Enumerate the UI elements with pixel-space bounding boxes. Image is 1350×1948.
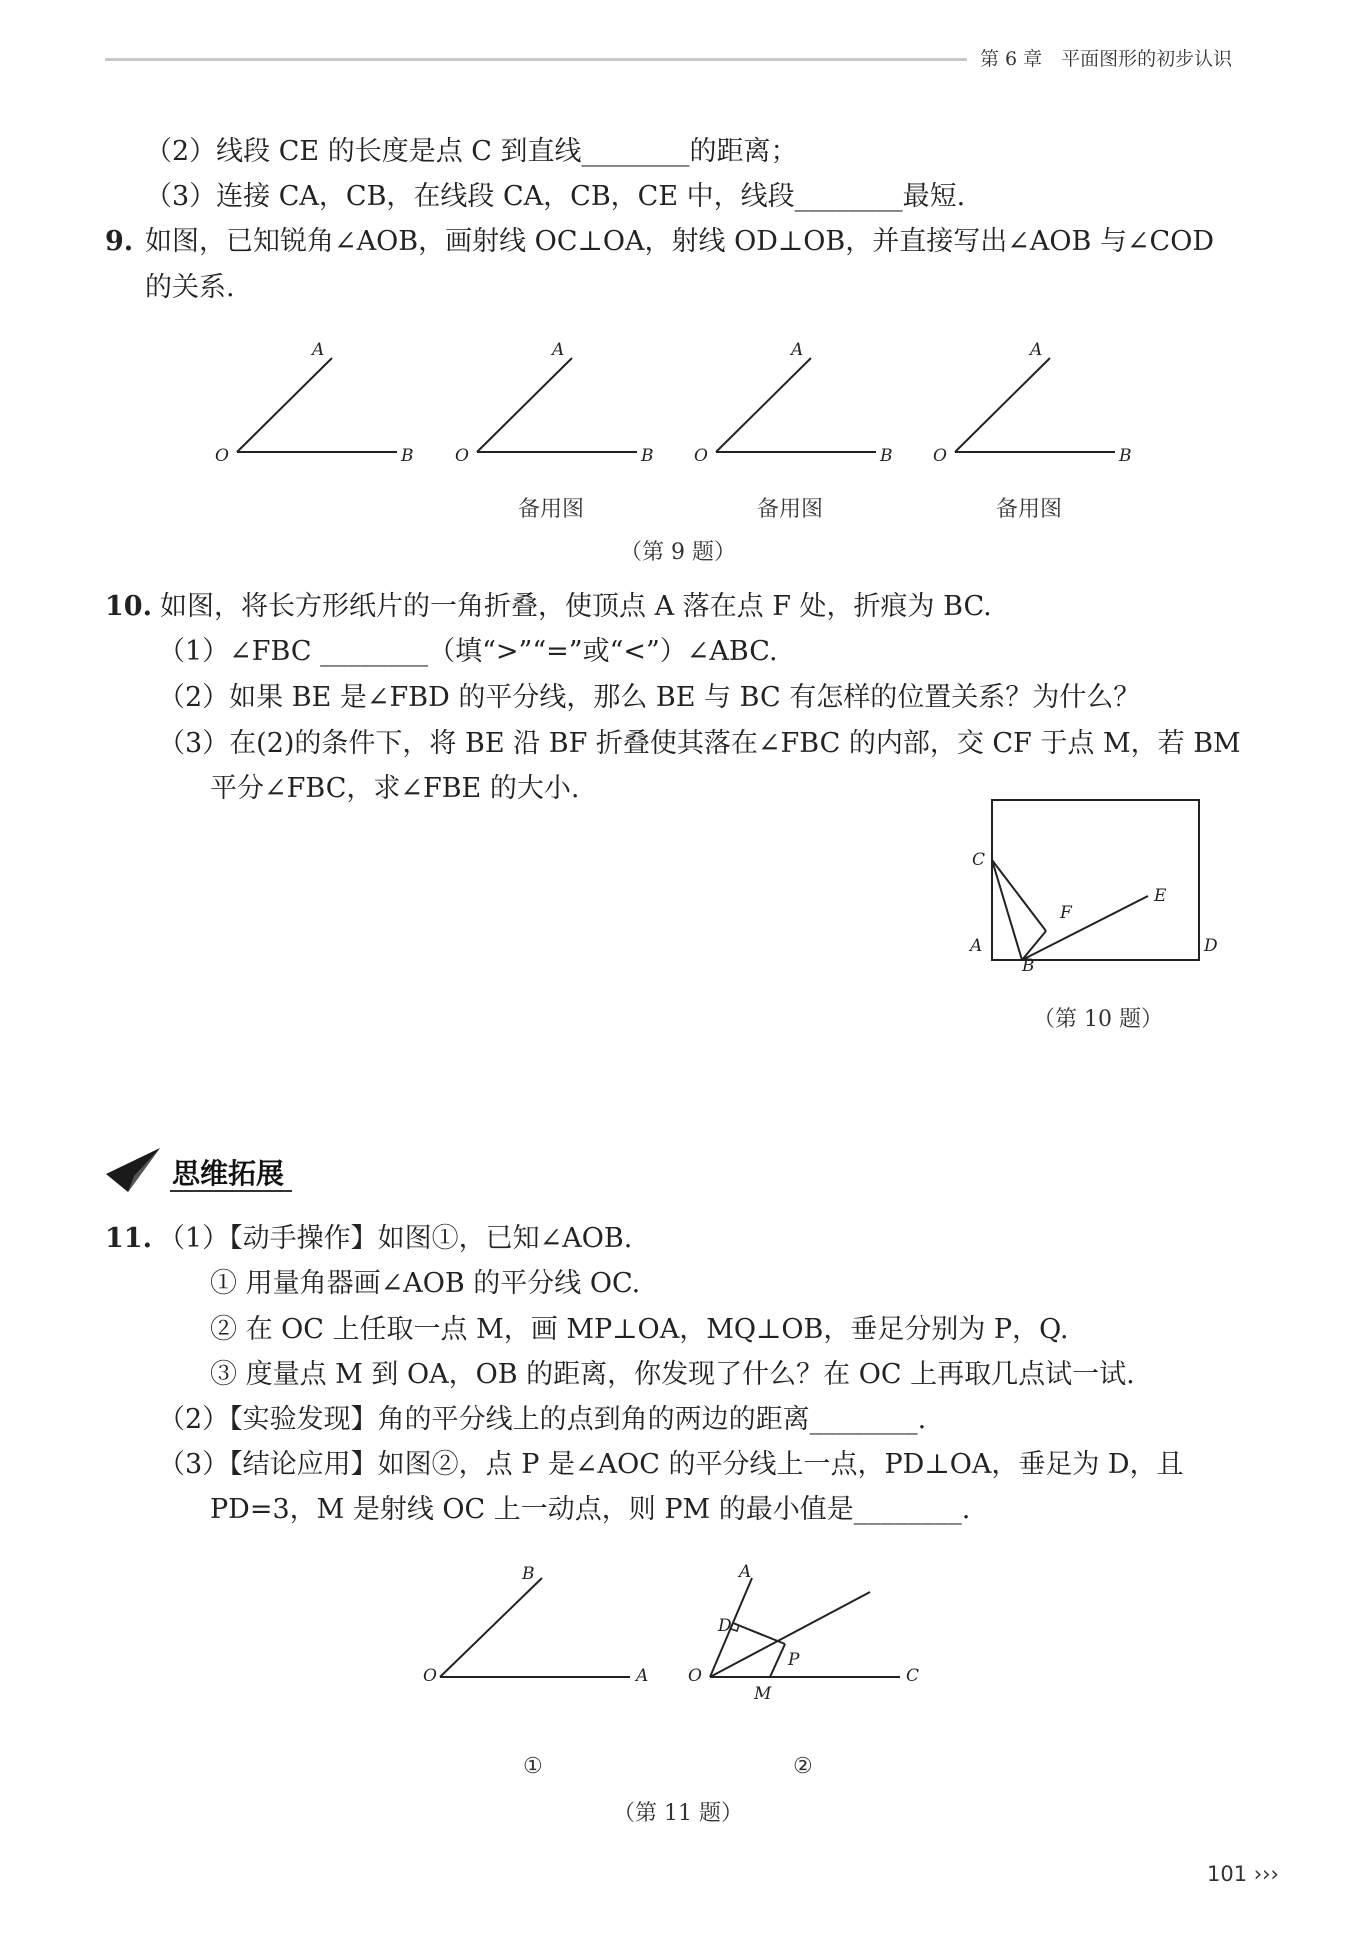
q11-caption: （第 11 题） [613, 1801, 743, 1826]
q9-fig4-label-o: O [933, 446, 947, 466]
paper-plane-icon [104, 1146, 162, 1196]
q9-number: 9. [105, 226, 134, 257]
q8-part2: （2）线段 CE 的长度是点 C 到直线________的距离； [145, 136, 798, 167]
q11-step2: ② 在 OC 上任取一点 M，画 MP⊥OA，MQ⊥OB，垂足分别为 P，Q. [210, 1314, 1069, 1345]
q9-text-line1: 如图，已知锐角∠AOB，画射线 OC⊥OA，射线 OD⊥OB，并直接写出∠AOB 与∠COD [145, 226, 1214, 257]
q9-caption: （第 9 题） [620, 540, 736, 565]
q11-fig2-label-m: M [754, 1684, 772, 1704]
q11-fig2-label-c: C [906, 1666, 920, 1686]
q11-part3-line1: （3）【结论应用】如图②，点 P 是∠AOC 的平分线上一点，PD⊥OA，垂足为 D，且 [158, 1449, 1184, 1480]
q11-part3-line2: PD=3，M 是射线 OC 上一动点，则 PM 的最小值是________. [210, 1494, 971, 1525]
section-title: 思维拓展 [172, 1157, 285, 1190]
chapter-header: 第 6 章 平面图形的初步认识 [980, 48, 1233, 70]
q10-part3-line1: （3）在(2)的条件下，将 BE 沿 BF 折叠使其落在∠FBC 的内部，交 CF 于点 M，若 BM [158, 728, 1241, 759]
q9-text-line2: 的关系. [145, 272, 235, 303]
q9-fig3-label-o: O [694, 446, 708, 466]
q10-caption: （第 10 题） [1033, 1007, 1163, 1032]
q11-fig2-label-a: A [739, 1562, 752, 1582]
q9-fig3-label-a: A [791, 340, 804, 360]
q11-part2: （2）【实验发现】角的平分线上的点到角的两边的距离________. [158, 1404, 927, 1435]
q11-fig2-label-p: P [788, 1650, 800, 1670]
q11-fig1-label-o: O [423, 1666, 437, 1686]
q9-spare-caption-2: 备用图 [757, 497, 824, 522]
q9-spare-caption-3: 备用图 [996, 497, 1063, 522]
q9-fig4-label-a: A [1030, 340, 1043, 360]
header-rule [105, 58, 967, 61]
q9-fig2-label-b: B [641, 446, 654, 466]
q9-fig4-label-b: B [1119, 446, 1132, 466]
q10-part3-line2: 平分∠FBC，求∠FBE 的大小. [210, 773, 580, 804]
q10-label-d: D [1204, 936, 1218, 956]
q9-fig1-label-b: B [401, 446, 414, 466]
q10-label-e: E [1154, 886, 1167, 906]
q9-fig3-label-b: B [880, 446, 893, 466]
q9-fig2-label-o: O [455, 446, 469, 466]
q11-number: 11. [105, 1223, 152, 1254]
q11-fig1-label-a: A [636, 1666, 649, 1686]
q11-fig1-number: ① [523, 1754, 543, 1779]
page-number: 101 ››› [1207, 1862, 1279, 1886]
q10-label-a: A [970, 936, 983, 956]
q10-part1: （1）∠FBC ________（填“>”“=”或“<”）∠ABC. [158, 636, 778, 667]
q8-part3: （3）连接 CA，CB，在线段 CA，CB，CE 中，线段________最短. [145, 181, 966, 212]
q11-fig2-label-o: O [688, 1666, 702, 1686]
q11-fig1-label-b: B [522, 1564, 535, 1584]
q11-fig2-number: ② [793, 1754, 813, 1779]
q10-label-c: C [972, 850, 986, 870]
q10-part2: （2）如果 BE 是∠FBD 的平分线，那么 BE 与 BC 有怎样的位置关系？为什么？ [158, 682, 1141, 713]
q11-figure-1 [420, 1560, 650, 1700]
q10-text-line1: 如图，将长方形纸片的一角折叠，使顶点 A 落在点 F 处，折痕为 BC. [160, 591, 992, 622]
q11-fig2-label-d: D [718, 1616, 732, 1636]
q11-step1: ① 用量角器画∠AOB 的平分线 OC. [210, 1268, 641, 1299]
q9-spare-caption-1: 备用图 [518, 497, 585, 522]
q9-fig1-label-o: O [215, 446, 229, 466]
q9-fig1-label-a: A [312, 340, 325, 360]
q10-folded-rectangle-figure [980, 790, 1220, 970]
q11-step3: ③ 度量点 M 到 OA，OB 的距离，你发现了什么？在 OC 上再取几点试一试. [210, 1359, 1135, 1390]
section-underline [170, 1190, 292, 1192]
q10-label-b: B [1022, 956, 1035, 976]
q10-number: 10. [105, 591, 152, 622]
q11-part1: （1）【动手操作】如图①，已知∠AOB. [158, 1223, 633, 1254]
q10-label-f: F [1060, 903, 1072, 923]
q9-fig2-label-a: A [552, 340, 565, 360]
